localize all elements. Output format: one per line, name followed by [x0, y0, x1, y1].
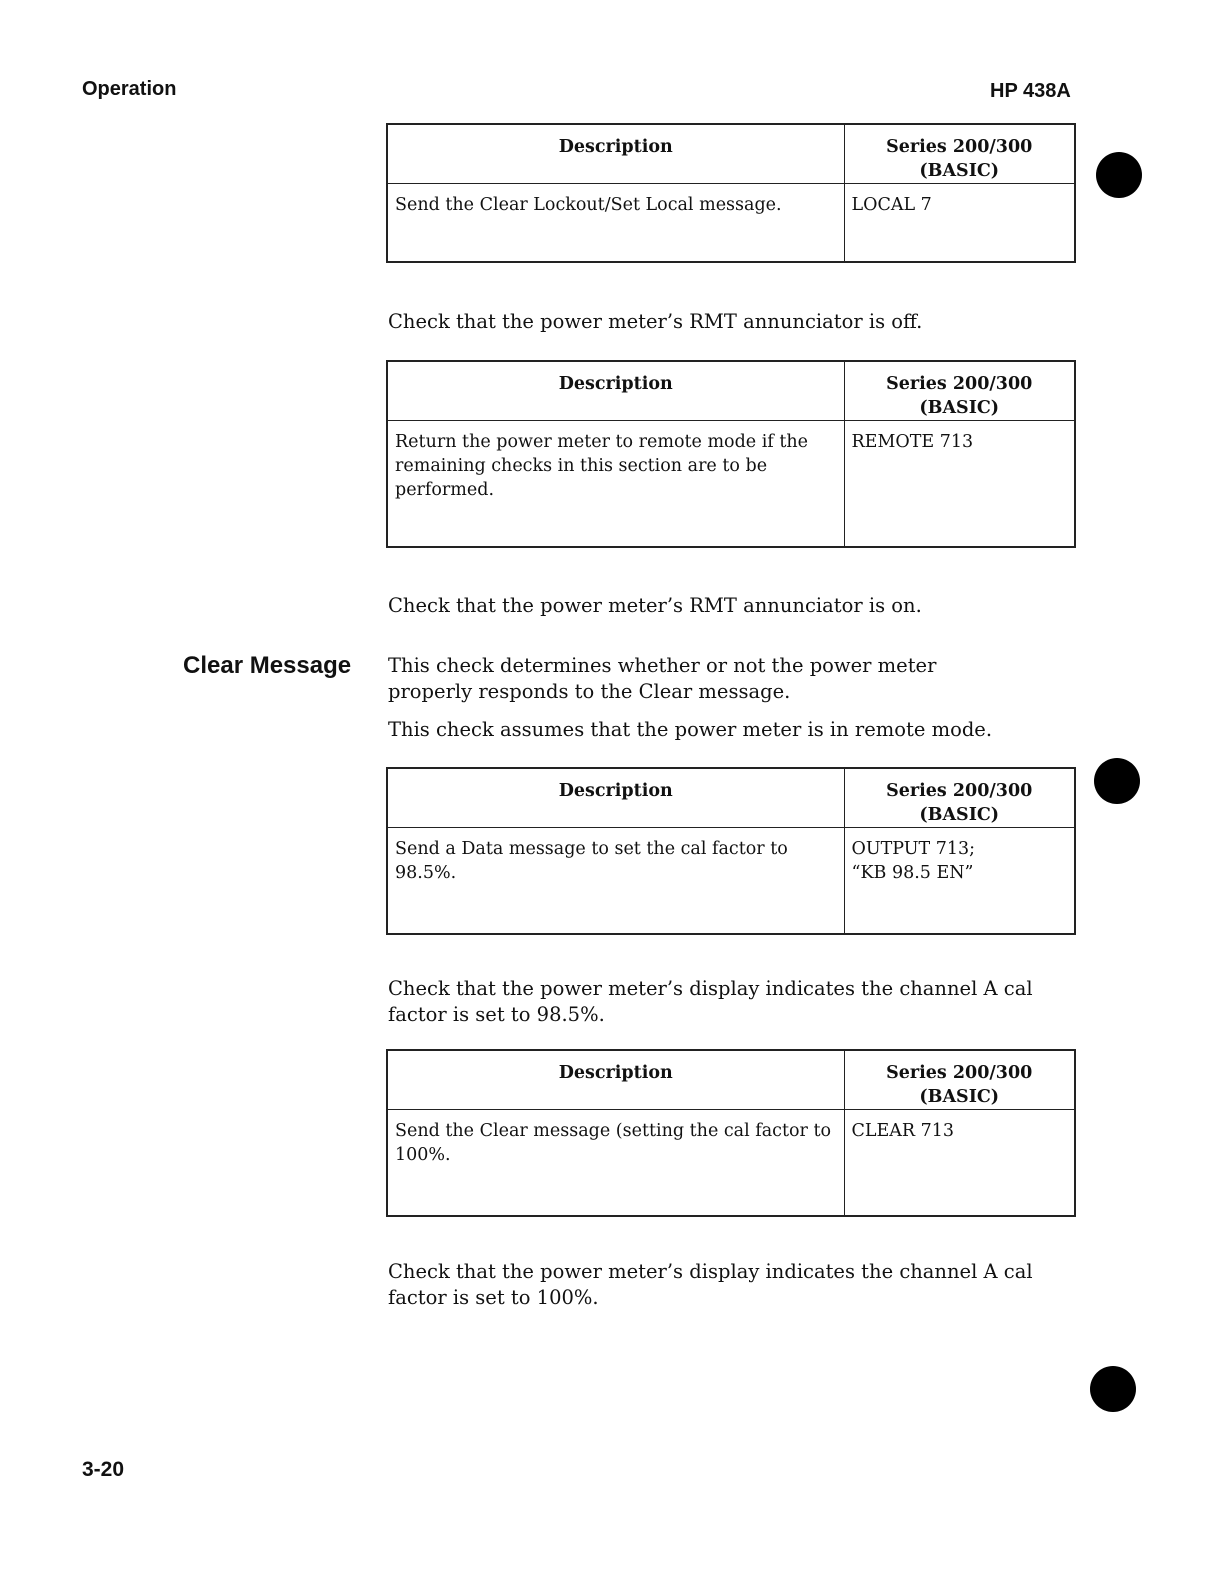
table-row: [387, 828, 1075, 934]
table-row: [387, 421, 1075, 547]
table-header-row: [387, 124, 1075, 184]
description-cell: Send the Clear message (setting the cal factor to 100%.: [387, 1110, 844, 1216]
paragraph-clear-intro: This check determines whether or not the power meter properly responds to the Clear message.: [388, 654, 937, 703]
column-header-series: Series 200/300 (BASIC): [844, 361, 1075, 421]
column-header-description: Description: [387, 768, 844, 828]
column-header-series: Series 200/300 (BASIC): [844, 768, 1075, 828]
basic-code-cell: OUTPUT 713; “KB 98.5 EN”: [844, 828, 1075, 934]
basic-code-cell: CLEAR 713: [844, 1110, 1075, 1216]
table-row: [387, 184, 1075, 262]
paragraph-rmt-off: Check that the power meter’s RMT annunciator is off.: [388, 310, 923, 333]
paragraph-cal-100: Check that the power meter’s display indicates the channel A cal factor is set to 100%.: [388, 1260, 1033, 1309]
table-header-row: [387, 361, 1075, 421]
command-table-clear: [386, 1049, 1076, 1217]
running-header-section: Operation: [82, 78, 177, 100]
column-header-series: Series 200/300 (BASIC): [844, 124, 1075, 184]
command-table-local: [386, 123, 1076, 263]
running-header-model: HP 438A: [990, 80, 1071, 102]
command-table-remote: [386, 360, 1076, 548]
page-number: 3-20: [82, 1458, 125, 1481]
command-table-output: [386, 767, 1076, 935]
paragraph-clear-assumes: This check assumes that the power meter is in remote mode.: [388, 718, 993, 741]
column-header-series: Series 200/300 (BASIC): [844, 1050, 1075, 1110]
table-row: [387, 1110, 1075, 1216]
description-cell: Send the Clear Lockout/Set Local message.: [387, 184, 844, 262]
margin-bullet-mark: [1094, 758, 1140, 804]
column-header-description: Description: [387, 124, 844, 184]
column-header-description: Description: [387, 1050, 844, 1110]
margin-bullet-mark: [1096, 152, 1142, 198]
basic-code-cell: REMOTE 713: [844, 421, 1075, 547]
table-header-row: [387, 1050, 1075, 1110]
description-cell: Send a Data message to set the cal factor to 98.5%.: [387, 828, 844, 934]
paragraph-rmt-on: Check that the power meter’s RMT annunciator is on.: [388, 594, 922, 617]
column-header-description: Description: [387, 361, 844, 421]
margin-bullet-mark: [1090, 1366, 1136, 1412]
description-cell: Return the power meter to remote mode if the remaining checks in this section are to be performed.: [387, 421, 844, 547]
section-heading: Clear Message: [183, 652, 352, 679]
paragraph-cal-98: Check that the power meter’s display indicates the channel A cal factor is set to 98.5%.: [388, 977, 1033, 1026]
table-header-row: [387, 768, 1075, 828]
basic-code-cell: LOCAL 7: [844, 184, 1075, 262]
